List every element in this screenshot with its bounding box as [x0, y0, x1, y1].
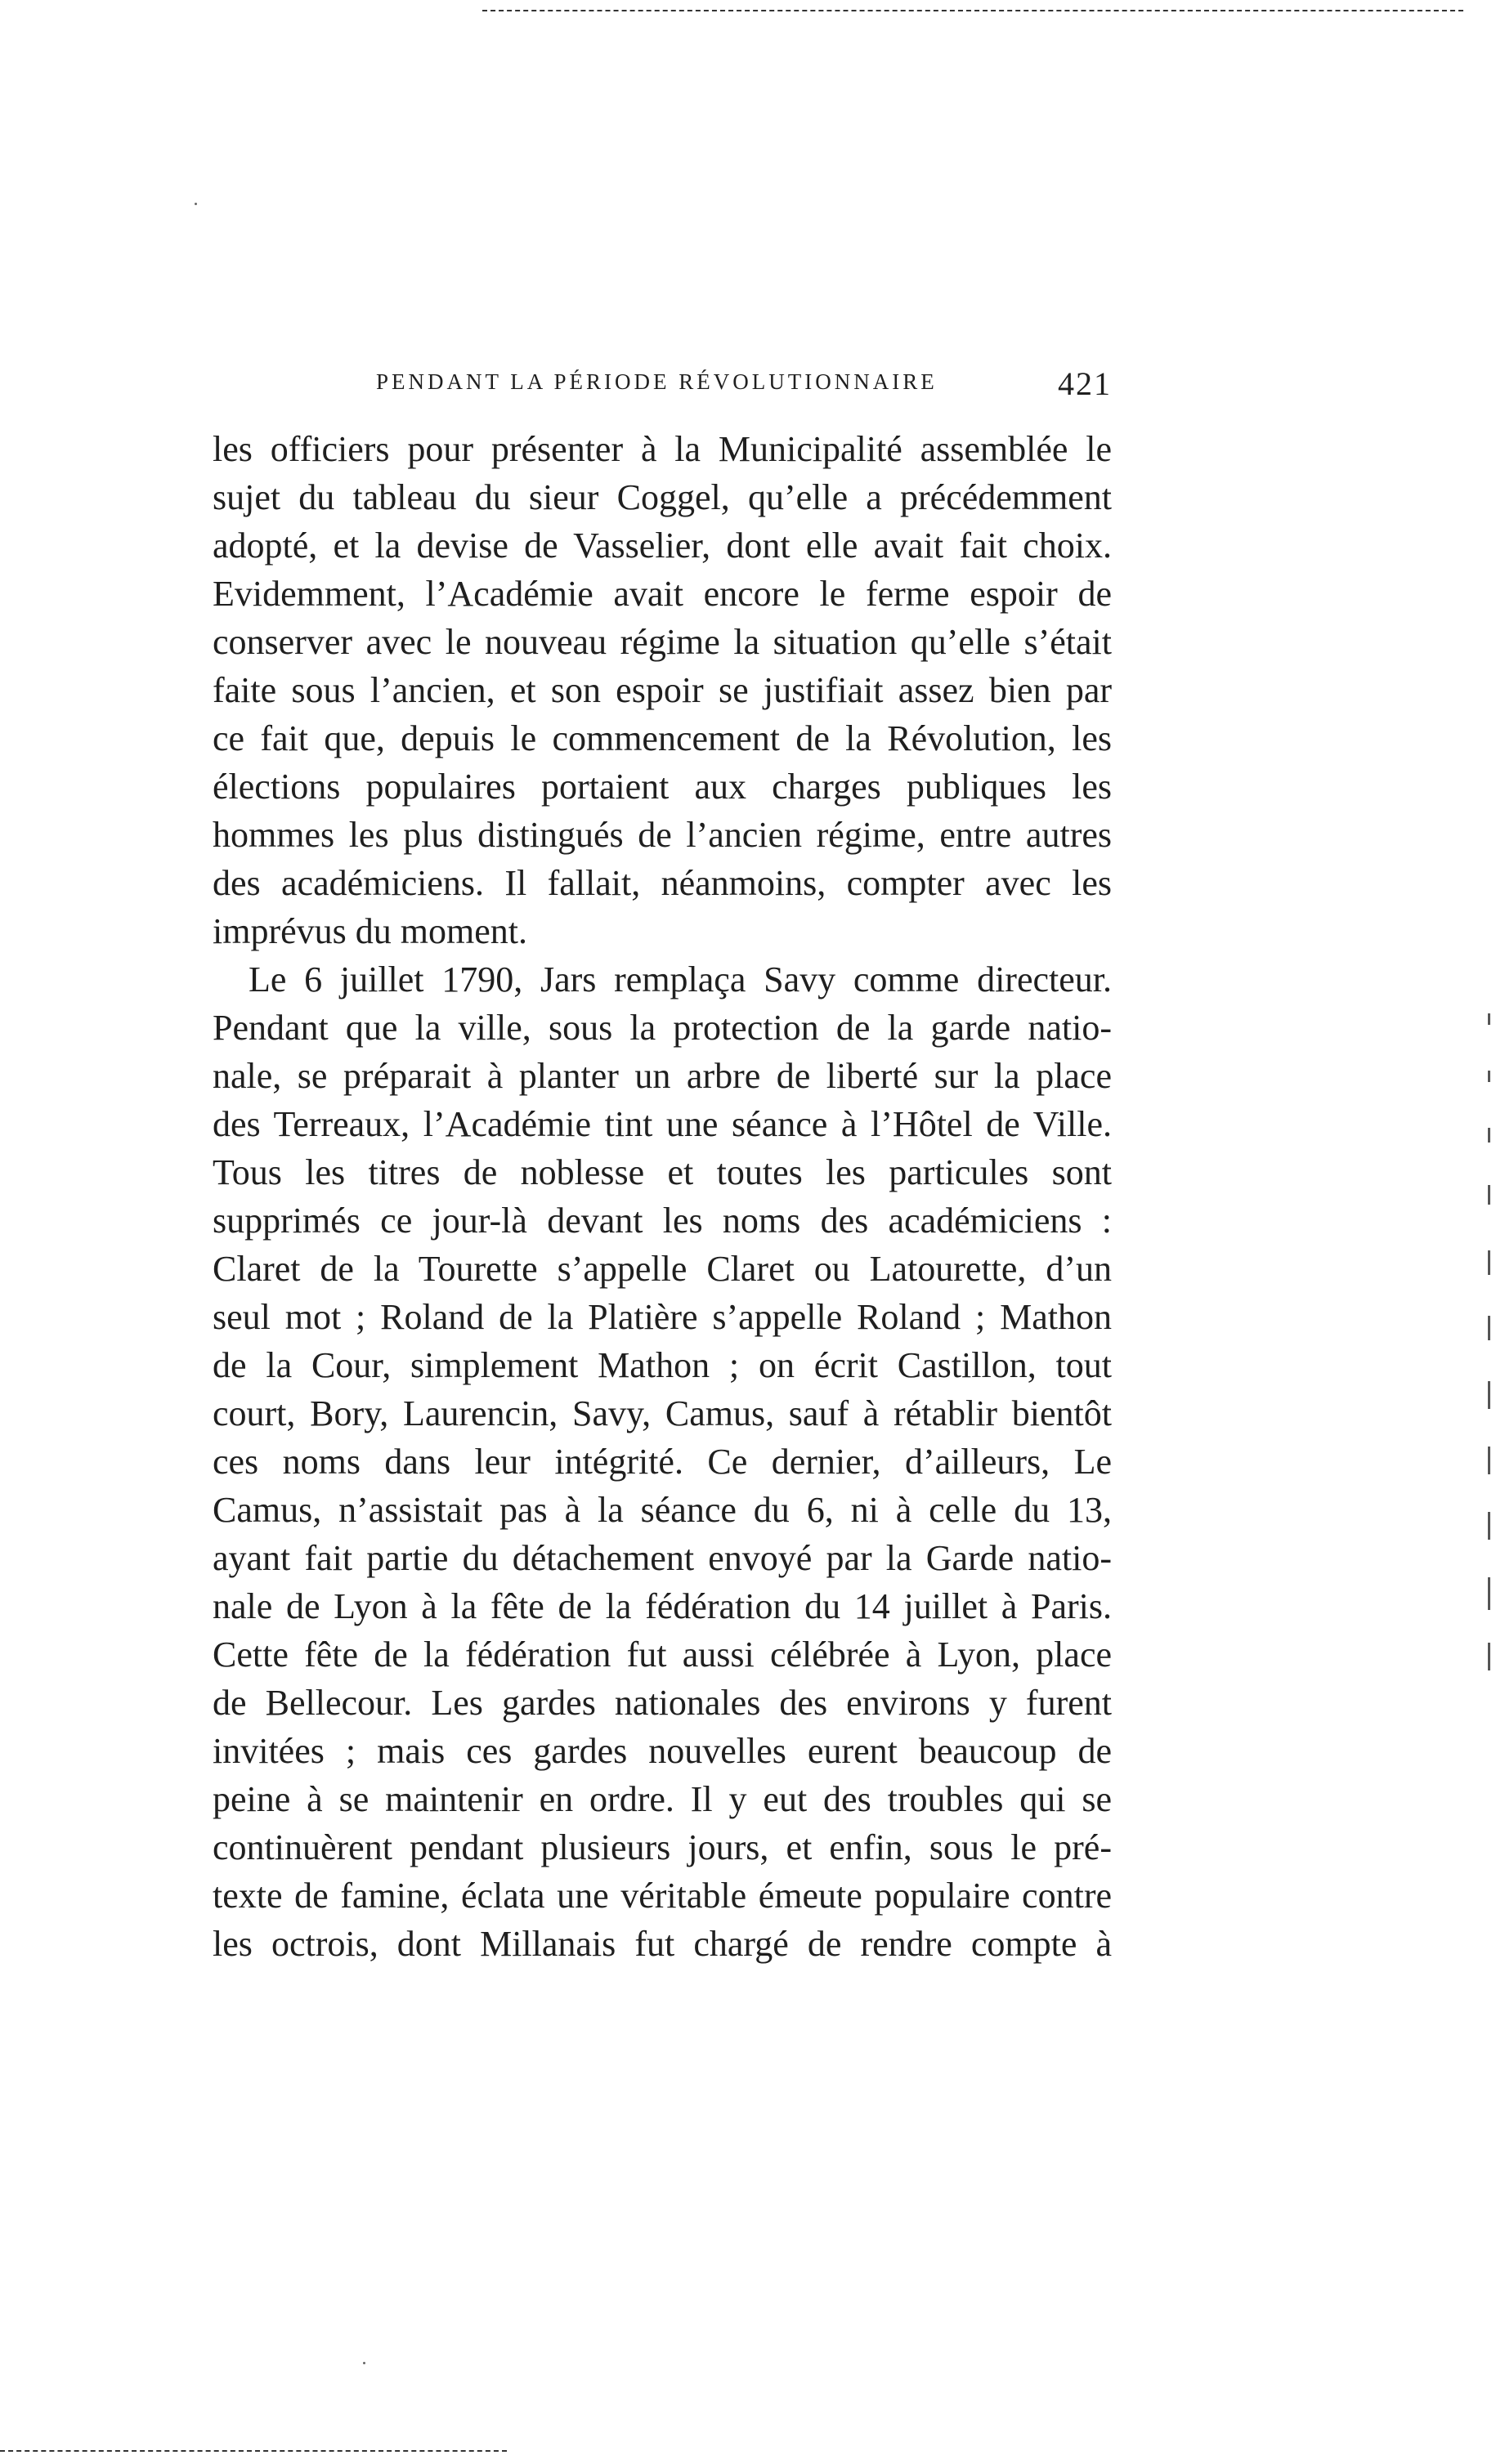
text-line: imprévus du moment. — [213, 911, 527, 951]
text-line: Claret de la Tourette s’appelle Claret ou Latourette, d’un — [213, 1249, 1112, 1289]
text-line: des académiciens. Il fallait, néanmoins, compter avec les — [213, 863, 1112, 903]
text-line: ces noms dans leur intégrité. Ce dernier, d’ailleurs, Le — [213, 1442, 1112, 1482]
text-line: continuèrent pendant plusieurs jours, et enfin, sous le pré- — [213, 1827, 1112, 1867]
text-line: court, Bory, Laurencin, Savy, Camus, sauf à rétablir bientôt — [213, 1393, 1112, 1433]
text-line: Pendant que la ville, sous la protection de la garde natio- — [213, 1008, 1112, 1048]
body-text — [213, 425, 1112, 1968]
text-line: de Bellecour. Les gardes nationales des environs y furent — [213, 1683, 1112, 1723]
scan-dashed-border-top — [482, 10, 1463, 11]
scan-dashed-border-bottom — [0, 2450, 507, 2452]
text-line: sujet du tableau du sieur Coggel, qu’elle a précédemment — [213, 477, 1112, 517]
text-line: les officiers pour présenter à la Municipalité assemblée le — [213, 429, 1112, 469]
scan-speck — [363, 2362, 365, 2364]
text-line: faite sous l’ancien, et son espoir se justifiait assez bien par — [213, 670, 1112, 710]
page-header — [376, 365, 1112, 410]
text-line: élections populaires portaient aux charges publiques les — [213, 767, 1112, 807]
text-line: invitées ; mais ces gardes nouvelles eurent beaucoup de — [213, 1731, 1112, 1771]
text-line: adopté, et la devise de Vasselier, dont elle avait fait choix. — [213, 525, 1112, 566]
text-line: conserver avec le nouveau régime la situation qu’elle s’était — [213, 622, 1112, 662]
text-line: nale, se préparait à planter un arbre de liberté sur la place — [213, 1056, 1112, 1096]
text-line: nale de Lyon à la fête de la fédération du 14 juillet à Paris. — [213, 1586, 1112, 1626]
text-line: texte de famine, éclata une véritable émeute populaire contre — [213, 1876, 1112, 1916]
text-line: Tous les titres de noblesse et toutes les particules sont — [213, 1152, 1112, 1192]
text-line: seul mot ; Roland de la Platière s’appelle Roland ; Mathon — [213, 1297, 1112, 1337]
text-line: peine à se maintenir en ordre. Il y eut des troubles qui se — [213, 1779, 1112, 1819]
text-line: des Terreaux, l’Académie tint une séance à l’Hôtel de Ville. — [213, 1104, 1112, 1144]
text-line: de la Cour, simplement Mathon ; on écrit Castillon, tout — [213, 1345, 1112, 1385]
text-line: Camus, n’assistait pas à la séance du 6, ni à celle du 13, — [213, 1490, 1112, 1530]
text-line: ce fait que, depuis le commencement de la Révolution, les — [213, 718, 1112, 758]
text-line: Evidemment, l’Académie avait encore le ferme espoir de — [213, 574, 1112, 614]
scan-speck — [195, 203, 197, 205]
text-line: ayant fait partie du détachement envoyé par la Garde natio- — [213, 1538, 1112, 1578]
running-header: PENDANT LA PÉRIODE RÉVOLUTIONNAIRE — [376, 369, 938, 394]
text-line: les octrois, dont Millanais fut chargé de rendre compte à — [213, 1924, 1112, 1964]
text-line: hommes les plus distingués de l’ancien régime, entre autres — [213, 815, 1112, 855]
scan-edge-marks — [1488, 1013, 1493, 1684]
text-line: Cette fête de la fédération fut aussi célébrée à Lyon, place — [213, 1634, 1112, 1675]
text-line: Le 6 juillet 1790, Jars remplaça Savy comme directeur. — [249, 959, 1112, 999]
page-number: 421 — [1058, 365, 1112, 402]
text-line: supprimés ce jour-là devant les noms des académiciens : — [213, 1201, 1112, 1241]
